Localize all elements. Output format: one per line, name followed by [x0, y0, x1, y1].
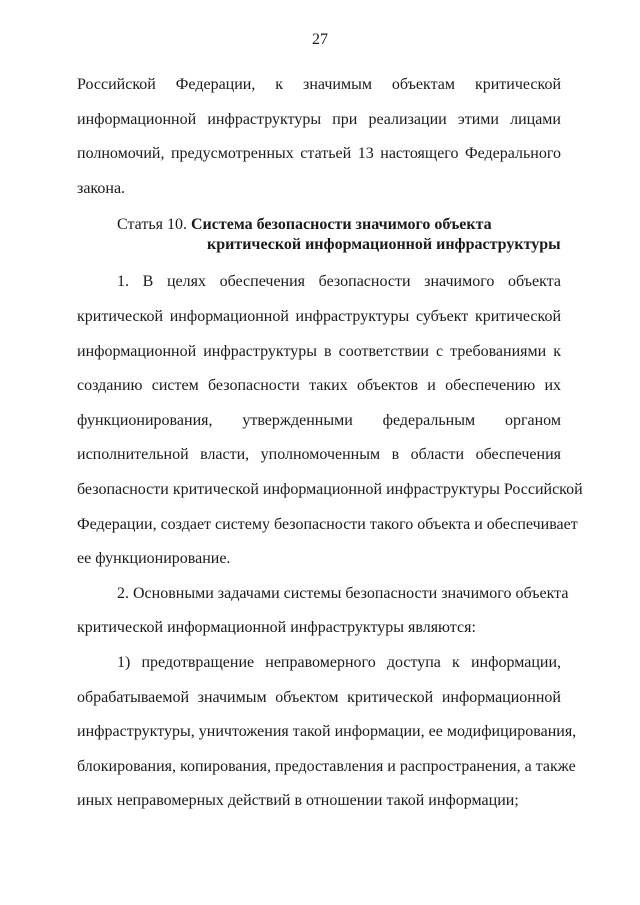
text-line: закона.: [77, 179, 126, 197]
text-line: полномочий, предусмотренных статьей 13 настоящего Федерального: [77, 145, 561, 163]
text-line: исполнительной власти, уполномоченным в области обеспечения: [77, 446, 561, 464]
text-line: созданию систем безопасности таких объектов и обеспечению их: [77, 377, 561, 395]
text-line: обрабатываемой значимым объектом критической информационной: [77, 688, 561, 706]
text-line: информационной инфраструктуры при реализации этими лицами: [77, 110, 561, 128]
text-line: 1) предотвращение неправомерного доступа к информации,: [117, 653, 561, 671]
text-line: Федерации, создает систему безопасности такого объекта и обеспечивает: [77, 515, 578, 533]
text-line: безопасности критической информационной инфраструктуры Российской: [77, 480, 583, 498]
text-line: 2. Основными задачами системы безопасности значимого объекта: [117, 584, 569, 602]
page-number: 27: [312, 31, 328, 48]
text-line: критической информационной инфраструктуры являются:: [77, 619, 476, 637]
article-title-line-1: Система безопасности значимого объекта: [190, 216, 492, 234]
article-heading: [77, 215, 561, 255]
article-title-line-2: критической информационной инфраструктуры: [207, 236, 561, 254]
text-line: блокирования, копирования, предоставления и распространения, а также: [77, 757, 576, 775]
text-line: иных неправомерных действий в отношении такой информации;: [77, 792, 519, 810]
text-line: 1. В целях обеспечения безопасности значимого объекта: [117, 273, 561, 291]
text-line: Российской Федерации, к значимым объектам критической: [77, 76, 561, 93]
text-line: информационной инфраструктуры в соответствии с требованиями к: [77, 342, 561, 360]
text-line: функционирования, утвержденными федеральным органом: [77, 411, 561, 429]
text-line: ее функционирование.: [77, 550, 231, 568]
document-body: [77, 68, 583, 819]
text-line: инфраструктуры, уничтожения такой информации, ее модифицирования,: [77, 723, 577, 741]
text-line: критической информационной инфраструктуры субъект критической: [77, 307, 561, 325]
article-label: Статья 10.: [117, 216, 187, 234]
